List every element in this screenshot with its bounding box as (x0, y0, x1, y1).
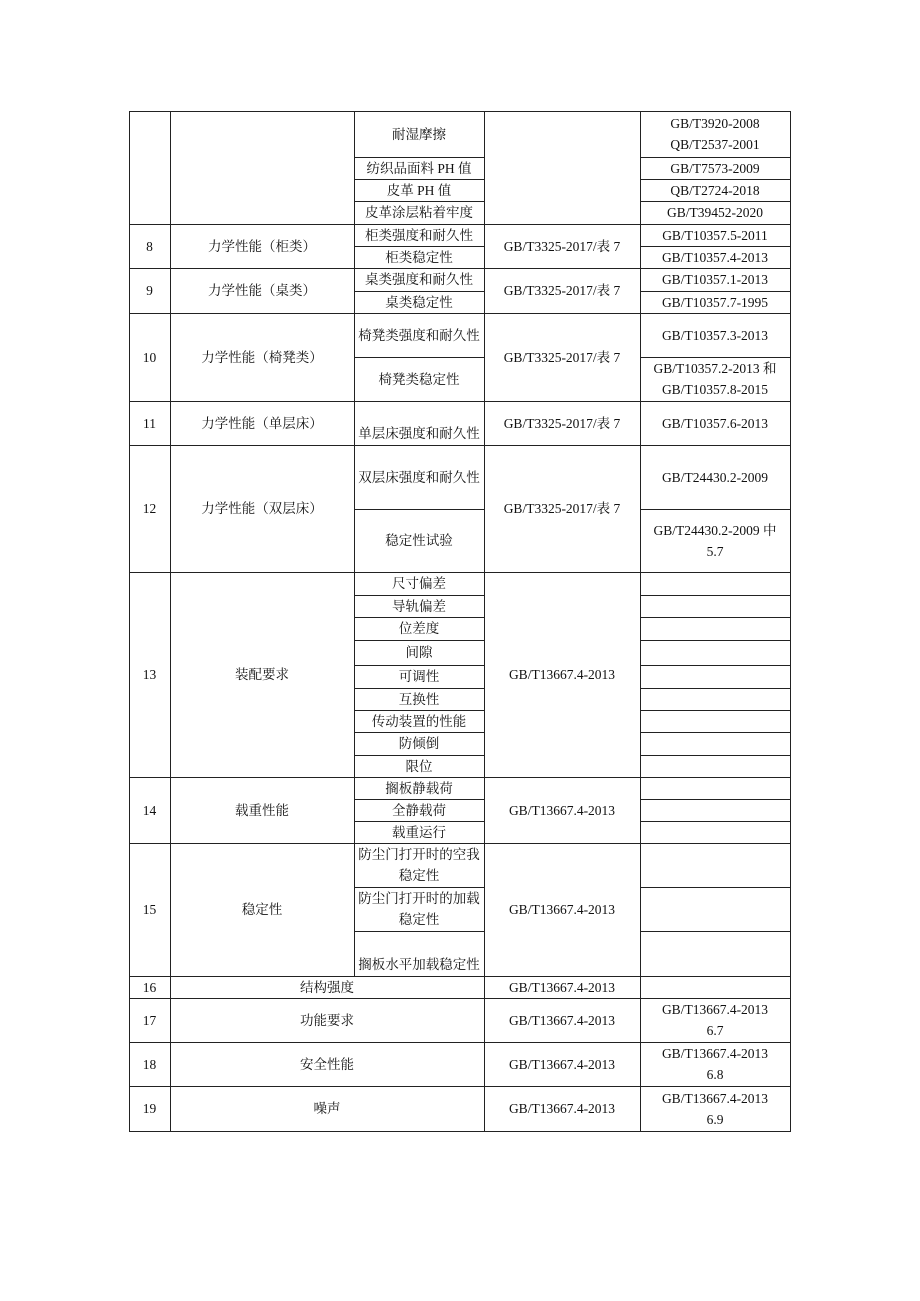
sub-item: 防尘门打开时的加载 稳定性 (358, 891, 480, 927)
sub-item: 柜类稳定性 (385, 249, 453, 265)
sub-item: 防倾倒 (398, 736, 440, 751)
test-item: 力学性能（柜类） (208, 238, 316, 254)
sub-item: 间隙 (405, 645, 433, 660)
row-number: 10 (142, 349, 157, 365)
test-method (640, 887, 790, 931)
sub-item: 互换性 (398, 691, 440, 707)
row-number: 17 (142, 1012, 157, 1028)
standard-requirement: GB/T13667.4-2013 (508, 1101, 616, 1116)
sub-item: 皮革涂层粘着牢度 (365, 205, 473, 220)
test-method: GB/T10357.5-2011 (662, 227, 768, 243)
test-item: 稳定性 (241, 902, 283, 917)
test-item: 功能要求 (300, 1012, 354, 1028)
test-method: GB/T7573-2009 (670, 160, 760, 176)
sub-item: 搁板水平加载稳定性 (358, 957, 480, 972)
test-method (640, 572, 790, 595)
test-method: GB/T24430.2-2009 中 5.7 (653, 522, 777, 559)
test-method (640, 732, 790, 755)
test-method: GB/T10357.6-2013 (661, 415, 769, 431)
standard-requirement: GB/T3325-2017/表 7 (503, 238, 621, 254)
test-item: 力学性能（双层床） (201, 501, 323, 516)
test-item: 载重性能 (235, 802, 289, 818)
sub-item: 搁板静载荷 (385, 780, 453, 796)
sub-item: 限位 (405, 758, 433, 774)
row-number (129, 111, 170, 224)
standard-requirement: GB/T3325-2017/表 7 (503, 349, 621, 365)
standard-requirement: GB/T13667.4-2013 (508, 802, 616, 818)
test-method (640, 821, 790, 843)
sub-item: 全静载荷 (392, 802, 446, 818)
test-item (170, 111, 354, 224)
test-method: GB/T10357.7-1995 (661, 294, 769, 310)
row-number: 13 (142, 667, 157, 682)
test-method: GB/T10357.4-2013 (661, 249, 769, 265)
test-method (640, 710, 790, 732)
standard-requirement: GB/T3325-2017/表 7 (503, 501, 621, 516)
test-item: 结构强度 (300, 979, 354, 995)
standard-requirement: GB/T13667.4-2013 (508, 902, 616, 917)
test-method (640, 595, 790, 617)
sub-item: 防尘门打开时的空我 稳定性 (358, 847, 480, 883)
test-method: GB/T10357.2-2013 和 GB/T10357.8-2015 (653, 361, 777, 397)
sub-item: 椅凳类稳定性 (378, 371, 460, 387)
sub-item: 桌类稳定性 (385, 294, 453, 310)
test-method (640, 688, 790, 710)
sub-item: 纺织品面料 PH 值 (366, 160, 472, 176)
standard-requirement: GB/T13667.4-2013 (508, 667, 616, 682)
test-item: 力学性能（桌类） (208, 283, 316, 298)
row-number: 8 (146, 238, 153, 254)
standard-requirement: GB/T13667.4-2013 (508, 979, 616, 995)
test-method (640, 640, 790, 665)
test-method (640, 755, 790, 777)
test-method: GB/T24430.2-2009 (661, 469, 769, 485)
test-item: 安全性能 (300, 1056, 354, 1072)
test-method: GB/T13667.4-2013 6.8 (661, 1046, 769, 1082)
test-method (640, 931, 790, 976)
test-method: GB/T10357.1-2013 (661, 272, 769, 287)
sub-item: 单层床强度和耐久性 (358, 426, 480, 441)
sub-item: 柜类强度和耐久性 (365, 227, 473, 243)
sub-item: 传动装置的性能 (371, 713, 467, 729)
sub-item: 导轨偏差 (392, 598, 446, 614)
test-method: GB/T13667.4-2013 6.7 (661, 1002, 769, 1038)
standard-requirement: GB/T13667.4-2013 (508, 1056, 616, 1072)
test-item: 力学性能（单层床） (201, 415, 323, 431)
sub-item: 稳定性试验 (385, 533, 453, 548)
row-number: 11 (143, 415, 156, 431)
sub-item: 可调性 (398, 669, 440, 684)
sub-item: 耐湿摩擦 (392, 126, 446, 142)
standard-requirement: GB/T3325-2017/表 7 (503, 283, 621, 298)
test-method (640, 843, 790, 887)
row-number: 16 (142, 979, 157, 995)
row-number: 18 (142, 1056, 157, 1072)
sub-item: 桌类强度和耐久性 (365, 272, 473, 287)
sub-item: 位差度 (398, 621, 440, 636)
test-item: 装配要求 (235, 667, 289, 682)
test-method (640, 799, 790, 821)
test-item: 力学性能（椅凳类） (201, 349, 323, 365)
test-method: GB/T3920-2008 QB/T2537-2001 (670, 116, 760, 152)
test-method (640, 665, 790, 688)
row-number: 12 (142, 501, 157, 516)
sub-item: 双层床强度和耐久性 (358, 469, 480, 485)
row-number: 9 (146, 283, 153, 298)
test-method (640, 777, 790, 799)
standard-requirement (484, 111, 640, 224)
sub-item: 载重运行 (392, 824, 446, 840)
sub-item: 尺寸偏差 (392, 576, 446, 591)
sub-item: 椅凳类强度和耐久性 (358, 327, 480, 343)
row-number: 19 (142, 1101, 157, 1116)
test-method (640, 976, 790, 998)
test-method: GB/T10357.3-2013 (661, 327, 769, 343)
sub-item: 皮革 PH 值 (386, 182, 452, 198)
test-method: GB/T13667.4-2013 6.9 (661, 1090, 769, 1127)
test-method: GB/T39452-2020 (667, 205, 763, 220)
row-number: 14 (142, 802, 157, 818)
standard-requirement: GB/T3325-2017/表 7 (503, 415, 621, 431)
test-method: QB/T2724-2018 (670, 182, 760, 198)
row-number: 15 (142, 902, 157, 917)
test-method (640, 617, 790, 640)
standard-requirement: GB/T13667.4-2013 (508, 1012, 616, 1028)
test-item: 噪声 (313, 1101, 341, 1116)
